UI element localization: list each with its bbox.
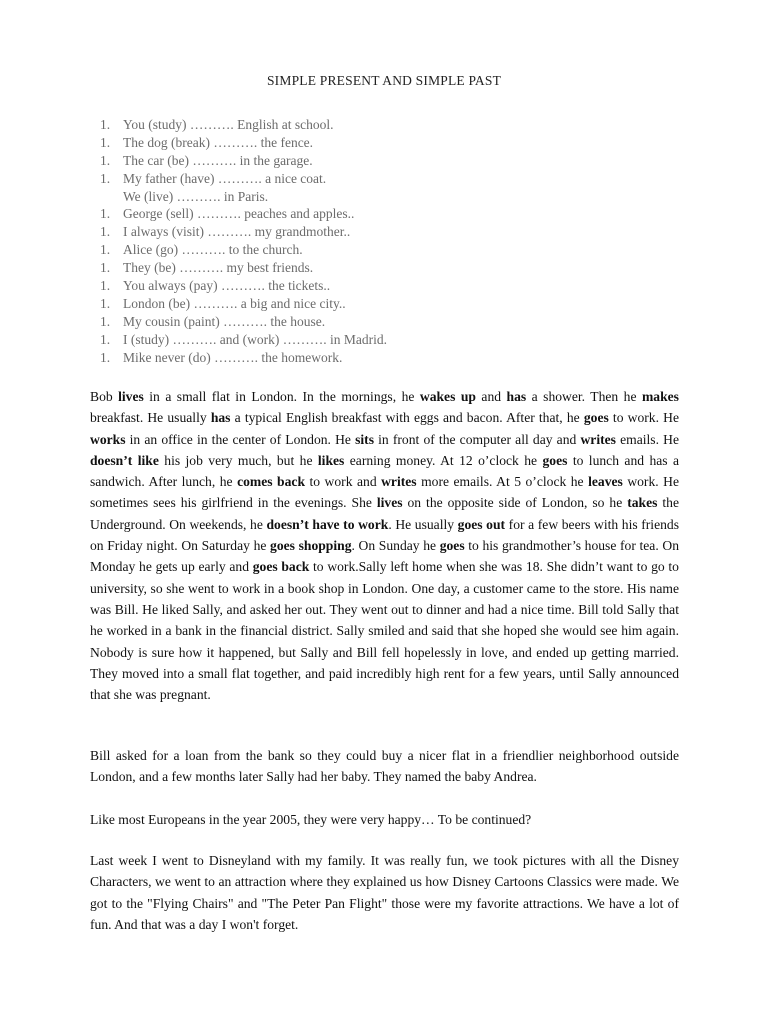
text-run: . He usually: [388, 516, 458, 532]
highlighted-verb: doesn’t have to work: [266, 516, 389, 532]
text-run: to work. He: [608, 410, 679, 426]
exercise-sentence: London (be) ………. a big and nice city..: [123, 295, 346, 311]
exercise-number: 1.: [100, 313, 111, 329]
text-run: in an office in the center of London. He: [125, 431, 356, 447]
exercise-number: 1.: [100, 331, 111, 347]
highlighted-verb: works: [90, 431, 126, 447]
text-run: breakfast. He usually: [90, 410, 211, 426]
exercise-number: 1.: [100, 224, 111, 240]
highlighted-verb: doesn’t like: [90, 452, 159, 468]
text-run: Bob: [90, 389, 119, 404]
exercise-item: [100, 205, 660, 223]
exercise-item: [100, 349, 660, 367]
highlighted-verb: wakes up: [419, 389, 476, 404]
exercise-item: [100, 152, 660, 170]
text-run: earning money. At 12 o’clock he: [344, 452, 543, 468]
text-run: . On Sunday he: [351, 538, 440, 554]
exercise-number: 1.: [100, 206, 111, 222]
exercise-number: 1.: [100, 278, 111, 294]
exercise-sentence: My father (have) ………. a nice coat.: [123, 170, 327, 186]
exercise-item: [100, 259, 660, 277]
highlighted-verb: goes: [542, 452, 568, 468]
text-run: his job very much, but he: [158, 452, 318, 468]
exercise-sentence: They (be) ………. my best friends.: [123, 260, 314, 276]
exercise-number: [100, 188, 123, 206]
exercise-number: 1.: [100, 152, 111, 168]
text-run: to work.Sally left home when she was 18. She didn’t want to go to university, so she went to work in a book shop in London. One day, a customer came to the store. His name was Bill. He liked Sally, and asked her out. They went out to dinner and had a nice time. Bill told Sally that he worked in a bank in the financial district. Sally smiled and said that she hoped she would see him again. Nobody is sure how it happened, but Sally and Bill fell hopelessly in love, and ended up getting married. They moved into a small flat together, and paid incredibly high rent for a few years, until Sally announced that she was pregnant.: [90, 559, 679, 703]
highlighted-verb: goes out: [457, 516, 506, 532]
exercise-sentence: You (study) ………. English at school.: [123, 117, 334, 132]
exercise-sentence: The car (be) ………. in the garage.: [123, 152, 313, 168]
story-paragraph-2: Bill asked for a loan from the bank so they could buy a nicer flat in a friendlier neighborhood outside London, and a few months later Sally had her baby. They named the baby Andrea.: [90, 748, 679, 785]
text-run: work. He sometimes sees his girlfriend in the evenings. She: [90, 474, 679, 511]
text-run: emails. He: [615, 431, 679, 447]
exercise-item: [100, 277, 660, 295]
highlighted-verb: has: [210, 410, 231, 426]
exercise-number: 1.: [100, 117, 111, 132]
highlighted-verb: goes back: [252, 559, 310, 575]
exercise-sentence: My cousin (paint) ………. the house.: [123, 313, 326, 329]
exercise-item: [100, 134, 660, 152]
story-paragraph-4: Last week I went to Disneyland with my family. It was really fun, we took pictures with all the Disney Characters, we went to an attraction where they explained us how Disney Cartoons Classics were made. We got to the "Flying Chairs" and "The Peter Pan Flight" those were my favorite attractions. We have a lot of fun. And that was a day I won't forget.: [90, 853, 679, 932]
exercise-number: 1.: [100, 134, 111, 150]
text-run: to his grandmother’s house for tea. On Monday he gets up early and: [90, 538, 679, 575]
highlighted-verb: leaves: [588, 474, 623, 490]
highlighted-verb: lives: [118, 389, 144, 404]
exercise-item: [100, 188, 660, 206]
exercise-sentence: I always (visit) ………. my grandmother..: [123, 224, 351, 240]
text-run: a typical English breakfast with eggs and bacon. After that, he: [230, 410, 584, 426]
highlighted-verb: sits: [355, 431, 374, 447]
text-run: the Underground. On weekends, he: [90, 495, 679, 532]
exercise-item: [100, 170, 660, 188]
exercise-item: [100, 223, 660, 241]
exercise-number: 1.: [100, 242, 111, 258]
highlighted-verb: likes: [317, 452, 345, 468]
highlighted-verb: comes back: [237, 474, 305, 490]
exercise-number: 1.: [100, 295, 111, 311]
exercise-sentence: Alice (go) ………. to the church.: [123, 242, 303, 258]
text-run: and: [475, 389, 507, 404]
highlighted-verb: takes: [627, 495, 658, 511]
exercise-sentence: The dog (break) ………. the fence.: [123, 134, 314, 150]
exercise-sentence: I (study) ………. and (work) ………. in Madrid.: [123, 331, 387, 347]
highlighted-verb: goes shopping: [270, 538, 352, 554]
exercise-item: [100, 295, 660, 313]
text-run: to lunch and has a sandwich. After lunch, he: [90, 452, 680, 490]
text-run: to work and: [305, 474, 382, 490]
highlighted-verb: lives: [376, 495, 403, 511]
highlighted-verb: has: [506, 389, 527, 404]
text-run: a shower. Then he: [526, 389, 642, 404]
highlighted-verb: makes: [641, 389, 679, 404]
text-run: on the opposite side of London, so he: [402, 495, 628, 511]
text-run: in front of the computer all day and: [374, 431, 581, 447]
exercise-number: 1.: [100, 349, 111, 365]
exercise-item: [100, 241, 660, 259]
exercise-item: [100, 313, 660, 331]
highlighted-verb: writes: [381, 474, 417, 490]
text-run: more emails. At 5 o’clock he: [416, 474, 589, 490]
exercise-number: 1.: [100, 260, 111, 276]
highlighted-verb: writes: [580, 431, 616, 447]
text-run: in a small flat in London. In the mornings, he: [143, 389, 420, 404]
highlighted-verb: goes: [439, 538, 465, 554]
exercise-sentence: You always (pay) ………. the tickets..: [123, 278, 331, 294]
story-paragraph-3: Like most Europeans in the year 2005, they were very happy… To be continued?: [90, 812, 532, 827]
story-paragraph-1: [90, 386, 679, 705]
exercise-item: [100, 331, 660, 349]
exercise-sentence: We (live) ………. in Paris.: [123, 188, 269, 204]
exercise-list: [100, 116, 660, 366]
exercise-item: [100, 116, 660, 134]
exercise-number: 1.: [100, 170, 111, 186]
text-run: for a few beers with his friends on Friday night. On Saturday he: [90, 516, 680, 554]
page-title: SIMPLE PRESENT AND SIMPLE PAST: [266, 73, 502, 88]
exercise-sentence: George (sell) ………. peaches and apples..: [123, 206, 355, 222]
exercise-sentence: Mike never (do) ………. the homework.: [123, 349, 343, 365]
highlighted-verb: goes: [583, 410, 609, 426]
